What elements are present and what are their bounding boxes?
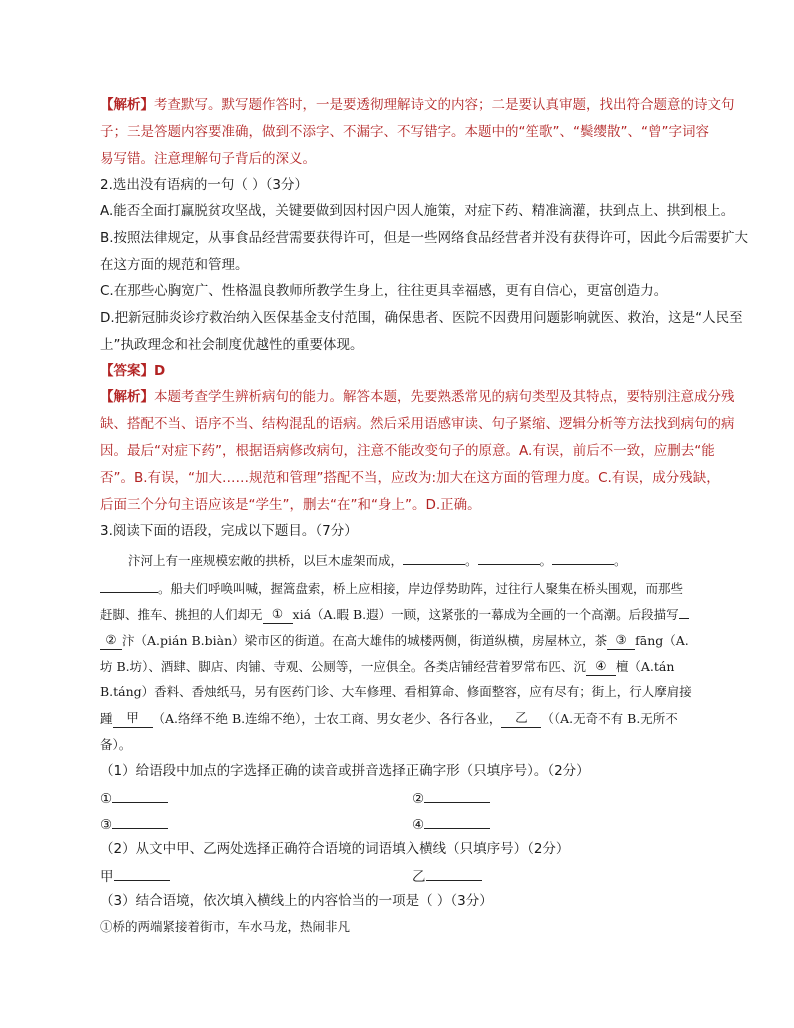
passage-text: xiá（A.暇 B.遐）一顾，这紧张的一幕成为全画的一个高潮。后段描写 [292,607,679,622]
question-2-option-a: A.能否全面打赢脱贫攻坚战，关键要做到因村因户因人施策，对症下药、精准滴灌，扶到点上、拱到根上。 [100,203,735,219]
answer-blank-4[interactable] [412,814,490,834]
blank-jia-marker: 甲 [113,709,153,728]
passage-blank [679,604,689,619]
analysis-2-line-2: 缺、搭配不当、语序不当、结构混乱的语病。然后采用语感审读、句子紧缩、逻辑分析等方法找到病句的病 [100,416,735,432]
answer-value: D [154,363,166,379]
passage-line-7 [100,709,678,728]
passage-text: 踵 [100,711,113,726]
answer-blank-jia[interactable] [100,866,170,886]
passage-text: 赶脚、推车、挑担的人们却无 [100,607,263,622]
analysis-2-line-1 [100,388,735,406]
answer-blank-2[interactable] [412,788,490,808]
analysis-2-line-5: 后面三个分句主语应该是“学生”，删去“在”和“身上”。D.正确。 [100,497,481,513]
passage-line-1 [128,550,627,570]
passage-line-3 [100,604,689,624]
passage-line-6: B.táng）香料、香烛纸马，另有医药门诊、大车修理、看相算命、修面整容，应有尽有；街上，行人摩肩接 [100,684,692,699]
passage-text: fāng（A. [635,633,689,648]
question-2-option-b-2: 在这方面的规范和管理。 [100,257,249,273]
analysis-2-label: 【解析】 [100,389,154,405]
passage-text: 。船夫们呼唤叫喊，握篙盘索，桥上应相接，岸边俘势助阵，过往行人聚集在桥头围观，而那些 [158,581,684,596]
passage-text: 汴（A.pián B.biàn）梁市区的街道。在高大雄伟的城楼两侧，街道纵横，房屋林立，茶 [122,633,608,648]
blank-line[interactable] [426,866,482,881]
answer-label: 【答案】 [100,363,154,379]
passage-text: 坊 B.坊）、酒肆、脚店、肉铺、寺观、公厕等，一应俱全。各类店铺经营着罗常布匹、沉 [100,659,586,674]
blank-label: ② [412,791,425,807]
passage-line-8: 备）。 [100,737,132,752]
blank-4-marker: ④ [586,657,616,676]
passage-text: 汴河上有一座规模宏敞的拱桥，以巨木虚架而成， [128,553,404,568]
answer-line [100,362,165,380]
analysis-2-line-3: 因。最后“对症下药”，根据语病修改病句，注意不能改变句子的原意。A.有误，前后不一致，应删去“能 [100,443,715,459]
blank-1-marker: ① [263,605,293,624]
blank-label: 乙 [412,869,426,885]
passage-text: 。 [539,553,553,568]
answer-blank-3[interactable] [100,814,168,834]
question-2-option-d-2: 上”执政理念和社会制度优越性的重要体现。 [100,337,364,353]
passage-text: 檀（A.tán [615,659,675,674]
passage-blank [552,550,614,565]
passage-line-2 [100,578,683,598]
blank-label: ③ [100,817,113,833]
blank-label: 甲 [100,869,114,885]
analysis-1-line-2: 子；三是答题内容要准确，做到不添字、不漏字、不写错字。本题中的“笙歌”、“鬓缨散”、“曾”字词容 [100,124,709,140]
passage-text: （（A.无奇不有 B.无所不 [541,711,678,726]
passage-text: 。 [614,553,627,568]
passage-line-5 [100,657,674,676]
blank-3-marker: ③ [607,631,635,650]
blank-label: ① [100,791,113,807]
question-2-stem: 2.选出没有语病的一句（ ）（3分） [100,177,309,193]
passage-line-4 [100,631,689,650]
passage-text: 。 [465,553,478,568]
passage-text: （A.络绎不绝 B.连绵不绝），士农工商、男女老少、各行各业， [152,711,502,726]
analysis-2-text-1: 本题考查学生辨析病句的能力。解答本题，先要熟悉常见的病句类型及其特点，要特别注意成分残 [154,389,735,405]
analysis-1-line-1 [100,96,735,114]
sub-question-1: （1）给语段中加点的字选择正确的读音或拼音选择正确字形（只填序号）。（2分） [100,763,590,779]
passage-blank [100,578,158,593]
analysis-1-text-1: 考查默写。默写题作答时，一是要透彻理解诗文的内容；二是要认真审题，找出符合题意的诗文句 [154,97,735,113]
question-2-option-b-1: B.按照法律规定，从事食品经营需要获得许可，但是一些网络食品经营者并没有获得许可，因此今后需要扩大 [100,230,749,246]
blank-label: ④ [412,817,425,833]
question-3-stem: 3.阅读下面的语段，完成以下题目。（7分） [100,523,358,539]
sub-question-3-option-1: ①桥的两端紧接着街市，车水马龙，热闹非凡 [100,919,351,934]
question-2-option-d-1: D.把新冠肺炎诊疗救治纳入医保基金支付范围，确保患者、医院不因费用问题影响就医、救治，这是“人民至 [100,310,743,326]
passage-blank [478,550,540,565]
analysis-label: 【解析】 [100,97,154,113]
answer-blank-1[interactable] [100,788,168,808]
passage-blank [403,550,465,565]
blank-line[interactable] [424,788,490,803]
blank-2-marker: ② [100,631,122,650]
answer-blank-yi[interactable] [412,866,482,886]
sub-question-2: （2）从文中甲、乙两处选择正确符合语境的词语填入横线（只填序号）（2分） [100,841,570,857]
blank-line[interactable] [112,814,168,829]
question-2-option-c: C.在那些心胸宽广、性格温良教师所教学生身上，往往更具幸福感，更有自信心，更富创造力。 [100,283,668,299]
blank-line[interactable] [112,788,168,803]
analysis-2-line-4: 否”。B.有误，“加大……规范和管理”搭配不当，应改为:加大在这方面的管理力度。C.有误，成分残缺， [100,470,720,486]
blank-line[interactable] [114,866,170,881]
blank-yi-marker: 乙 [501,709,541,728]
analysis-1-line-3: 易写错。注意理解句子背后的深义。 [100,151,316,167]
blank-line[interactable] [424,814,490,829]
sub-question-3: （3）结合语境，依次填入横线上的内容恰当的一项是（ ）（3分） [100,893,493,909]
